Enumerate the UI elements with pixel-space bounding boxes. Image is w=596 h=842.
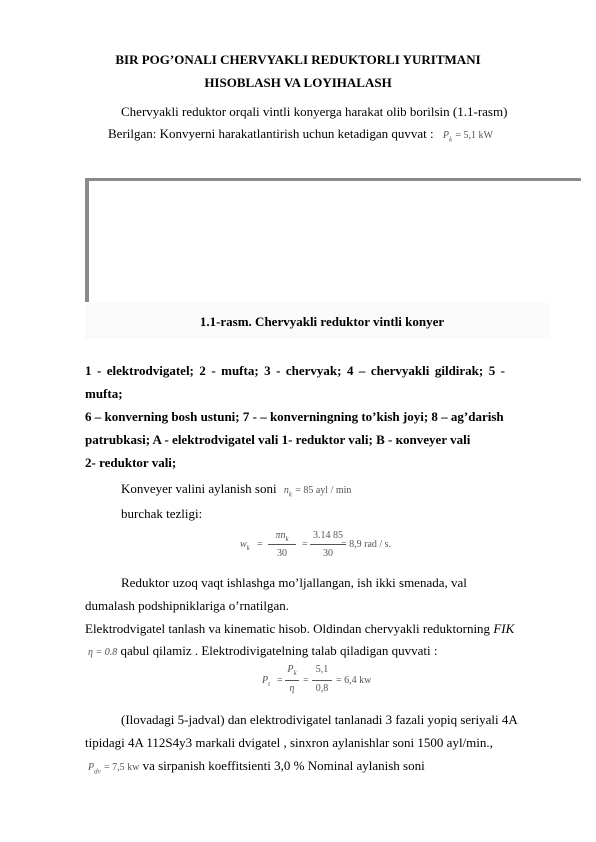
eta-formula: η = 0.8 xyxy=(88,647,118,658)
speed-text xyxy=(121,481,351,499)
given-text xyxy=(108,126,493,144)
fik-text: FIK xyxy=(493,621,515,636)
motor-power-formula: $P_{dv} = 7,5$ kw xyxy=(88,762,140,776)
speed-label: Konveyer valini aylanish soni xyxy=(121,481,277,496)
legend-line3: 6 – konverning bosh ustuni; 7 - – konverningning to’kish joyi; 8 – ag’darish xyxy=(85,409,504,424)
legend-line5: 2- reduktor vali; xyxy=(85,455,177,470)
legend-line2: mufta; xyxy=(85,386,123,401)
page-title-line1: BIR POG’ONALI CHERVYAKLI REDUKTORLI YURITMANI xyxy=(115,52,481,67)
legend-line4: patrubkasi; A - elektrodvigatel vali 1- reduktor vali; B - кonveyer vali xyxy=(85,432,471,447)
body-p1b: dumalash podshipniklariga o’rnatilgan. xyxy=(85,598,289,613)
choose-line1: (Ilovadagi 5-jadval) dan elektrodivigatel tanlanadi 3 fazali yopiq seriyali 4A xyxy=(121,712,518,727)
body-p2a: Elektrodvigatel tanlash va kinematic hisob. Oldindan chervyakli reduktorning FIK xyxy=(85,621,515,636)
legend-line1: 1 - elektrodvigatel; 2 - mufta; 3 - chervyak; 4 – chervyakli gildirak; 5 - xyxy=(85,363,505,378)
body-p2b: η = 0.8 qabul qilamiz . Elektrodivigatelning talab qiladigan quvvati : xyxy=(88,643,438,658)
speed-formula: $n_k = 85$ ayl / min xyxy=(283,485,352,499)
given-label: Berilgan: Konvyerni harakatlantirish uchun ketadigan quvvat : xyxy=(108,126,434,141)
body-p1a: Reduktor uzoq vaqt ishlashga mo’ljallangan, ish ikki smenada, val xyxy=(121,575,467,590)
figure-image xyxy=(85,178,581,302)
page-title-line2: HISOBLASH VA LOYIHALASH xyxy=(204,75,392,90)
choose-line2: tipidagi 4A 112S4y3 markali dvigatel , sinxron aylanishlar soni 1500 ayl/min., xyxy=(85,735,493,750)
figure-caption: 1.1-rasm. Chervyakli reduktor vintli konyer xyxy=(199,314,445,329)
choose-line3: $P_{dv} = 7,5$ kw va sirpanish koeffitsienti 3,0 % Nominal aylanish soni xyxy=(88,758,425,776)
given-formula: $P_k = 5,1$ kW xyxy=(442,130,493,144)
intro-text: Chervyakli reduktor orqali vintli konyerga harakat olib borilsin (1.1-rasm) xyxy=(121,104,508,119)
angular-label: burchak tezligi: xyxy=(121,506,203,521)
